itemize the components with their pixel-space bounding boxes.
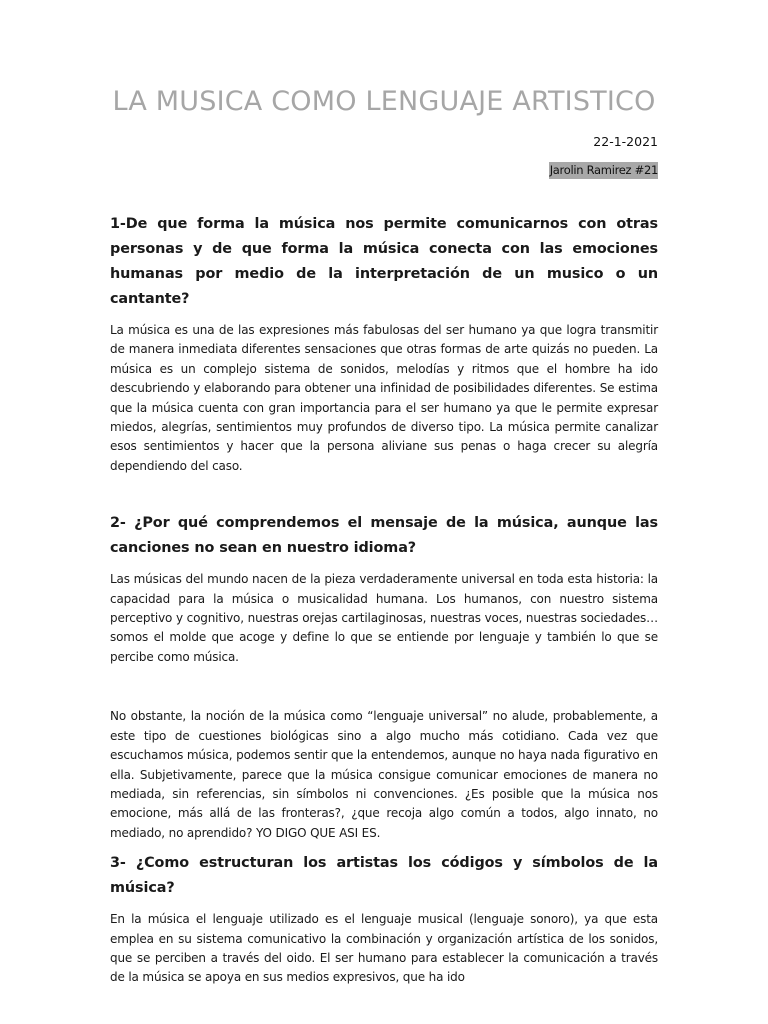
answer-2-paragraph-2: No obstante, la noción de la música como “lenguaje universal” no alude, probablemente, a este tipo de cuestiones biológicas sino a algo mucho más cotidiano. Cada vez que escuchamos música, podemos sentir que la entendemos, aunque no haya nada figurativo en ella. Subjetivamente, parece que la música consigue comunicar emociones de manera no mediada, sin referencias, sin símbolos ni convenciones. ¿Es posible que la música nos emocione, más allá de las fronteras?, ¿que recoja algo común a todos, algo innato, no mediado, no aprendido? YO DIGO QUE ASI ES.: [110, 709, 658, 840]
question-2-heading: 2- ¿Por qué comprendemos el mensaje de la música, aunque las canciones no sean en nuestro idioma?: [110, 515, 658, 557]
document-body: [110, 212, 658, 988]
question-3-heading: 3- ¿Como estructuran los artistas los códigos y símbolos de la música?: [110, 855, 658, 897]
document-date: 22-1-2021: [593, 134, 658, 149]
author-name-highlighted: Jarolin Ramirez #21: [549, 163, 658, 177]
document-title: LA MUSICA COMO LENGUAJE ARTISTICO: [112, 86, 656, 117]
question-1-heading: 1-De que forma la música nos permite comunicarnos con otras personas y de que forma la música conecta con las emociones humanas por medio de la interpretación de un musico o un cantante?: [110, 216, 658, 307]
answer-2-paragraph-1: Las músicas del mundo nacen de la pieza verdaderamente universal en toda esta historia: la capacidad para la música o musicalidad humana. Los humanos, con nuestro sistema perceptivo y cognitivo, nuestras orejas cartilaginosas, nuestras voces, nuestras sociedades… somos el molde que acoge y define lo que se entiende por lenguaje y también lo que se percibe como música.: [110, 572, 658, 664]
answer-3-paragraph: En la música el lenguaje utilizado es el lenguaje musical (lenguaje sonoro), ya que esta emplea en su sistema comunicativo la combinación y organización artística de los sonidos, que se perciben a través del oido. El ser humano para establecer la comunicación a través de la música se apoya en sus medios expresivos, que ha ido: [110, 912, 658, 985]
answer-1-paragraph: La música es una de las expresiones más fabulosas del ser humano ya que logra transmitir de manera inmediata diferentes sensaciones que otras formas de arte quizás no pueden. La música es un complejo sistema de sonidos, melodías y ritmos que el hombre ha ido descubriendo y elaborando para obtener una infinidad de posibilidades diferentes. Se estima que la música cuenta con gran importancia para el ser humano ya que le permite expresar miedos, alegrías, sentimientos muy profundos de diverso tipo. La música permite canalizar esos sentimientos y hacer que la persona aliviane sus penas o haga crecer su alegría dependiendo del caso.: [110, 323, 658, 473]
